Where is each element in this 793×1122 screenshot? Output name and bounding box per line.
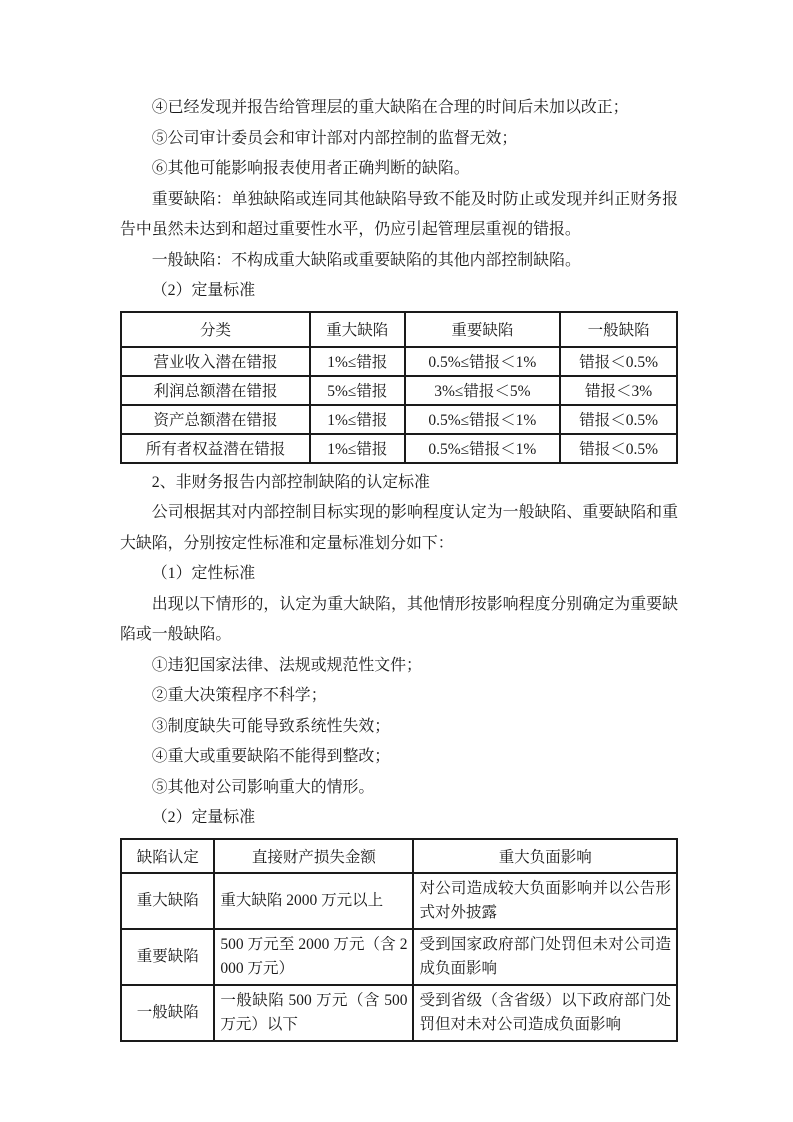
table-header-row [121, 312, 677, 347]
cell-general: 错报＜0.5% [560, 405, 677, 434]
table-row [121, 405, 677, 434]
cell-major: 1%≤错报 [310, 405, 405, 434]
cell-general: 错报＜0.5% [560, 434, 677, 463]
table-row [121, 376, 677, 405]
table-row [121, 347, 677, 376]
cell-major: 5%≤错报 [310, 376, 405, 405]
paragraph-general-deficiency-definition: 一般缺陷：不构成重大缺陷或重要缺陷的其他内部控制缺陷。 [151, 251, 581, 269]
table-row [121, 434, 677, 463]
heading-nonfinancial-standard: 2、非财务报告内部控制缺陷的认定标准 [151, 473, 430, 491]
cell-category: 资产总额潜在错报 [121, 405, 310, 434]
heading-quantitative-standard-financial: （2）定量标准 [151, 282, 256, 299]
cell-general: 错报＜0.5% [560, 347, 677, 376]
nonfinancial-deficiency-table [120, 838, 678, 1042]
cell-category: 利润总额潜在错报 [121, 376, 310, 405]
cell-negative-impact: 受到国家政府部门处罚但未对公司造成负面影响 [413, 929, 677, 985]
header-cell-major-deficiency: 重大缺陷 [310, 312, 405, 347]
header-cell-negative-impact: 重大负面影响 [413, 839, 677, 873]
table-row [121, 929, 677, 985]
header-cell-important-deficiency: 重要缺陷 [405, 312, 561, 347]
cell-deficiency-type: 一般缺陷 [121, 985, 214, 1041]
list-item-circled-5b: ⑤其他对公司影响重大的情形。 [151, 778, 375, 796]
paragraph-classification-intro: 公司根据其对内部控制目标实现的影响程度认定为一般缺陷、重要缺陷和重大缺陷，分别按定性标准和定量标准划分如下： [120, 504, 678, 552]
cell-negative-impact: 对公司造成较大负面影响并以公告形式对外披露 [413, 873, 677, 929]
cell-major: 1%≤错报 [310, 347, 405, 376]
document-content [120, 93, 678, 1046]
cell-important: 0.5%≤错报＜1% [405, 434, 561, 463]
list-item-circled-6: ⑥其他可能影响报表使用者正确判断的缺陷。 [151, 160, 470, 177]
cell-deficiency-type: 重大缺陷 [121, 873, 214, 929]
cell-deficiency-type: 重要缺陷 [121, 929, 214, 985]
financial-deficiency-table [120, 311, 678, 464]
header-cell-direct-loss: 直接财产损失金额 [214, 839, 413, 873]
table-row [121, 873, 677, 929]
paragraph-qualitative-intro: 出现以下情形的，认定为重大缺陷，其他情形按影响程度分别确定为重要缺陷或一般缺陷。 [120, 595, 678, 643]
list-item-circled-1: ①违犯国家法律、法规或规范性文件； [151, 656, 422, 674]
cell-negative-impact: 受到省级（含省级）以下政府部门处罚但对未对公司造成负面影响 [413, 985, 677, 1041]
table-row [121, 985, 677, 1041]
cell-major: 1%≤错报 [310, 434, 405, 463]
list-item-circled-4: ④已经发现并报告给管理层的重大缺陷在合理的时间后未加以改正； [151, 99, 629, 116]
header-cell-general-deficiency: 一般缺陷 [560, 312, 677, 347]
cell-general: 错报＜3% [560, 376, 677, 405]
paragraph-important-deficiency-definition: 重要缺陷：单独缺陷或连同其他缺陷导致不能及时防止或发现并纠正财务报告中虽然未达到和超过重要性水平，仍应引起管理层重视的错报。 [120, 190, 678, 238]
cell-direct-loss: 一般缺陷 500 万元（含 500 万元）以下 [214, 985, 413, 1041]
header-cell-deficiency-type: 缺陷认定 [121, 839, 214, 873]
cell-direct-loss: 重大缺陷 2000 万元以上 [214, 873, 413, 929]
list-item-circled-2: ②重大决策程序不科学； [151, 687, 327, 704]
table-header-row [121, 839, 677, 873]
cell-important: 0.5%≤错报＜1% [405, 347, 561, 376]
heading-qualitative-standard: （1）定性标准 [151, 565, 256, 582]
list-item-circled-3: ③制度缺失可能导致系统性失效； [151, 717, 391, 735]
list-item-circled-5: ⑤公司审计委员会和审计部对内部控制的监督无效； [151, 129, 518, 147]
heading-quantitative-standard-nonfinancial: （2）定量标准 [151, 809, 256, 826]
cell-category: 营业收入潜在错报 [121, 347, 310, 376]
list-item-circled-4b: ④重大或重要缺陷不能得到整改； [151, 748, 391, 765]
cell-direct-loss: 500 万元至 2000 万元（含 2000 万元） [214, 929, 413, 985]
header-cell-category: 分类 [121, 312, 310, 347]
cell-category: 所有者权益潜在错报 [121, 434, 310, 463]
cell-important: 0.5%≤错报＜1% [405, 405, 561, 434]
cell-important: 3%≤错报＜5% [405, 376, 561, 405]
